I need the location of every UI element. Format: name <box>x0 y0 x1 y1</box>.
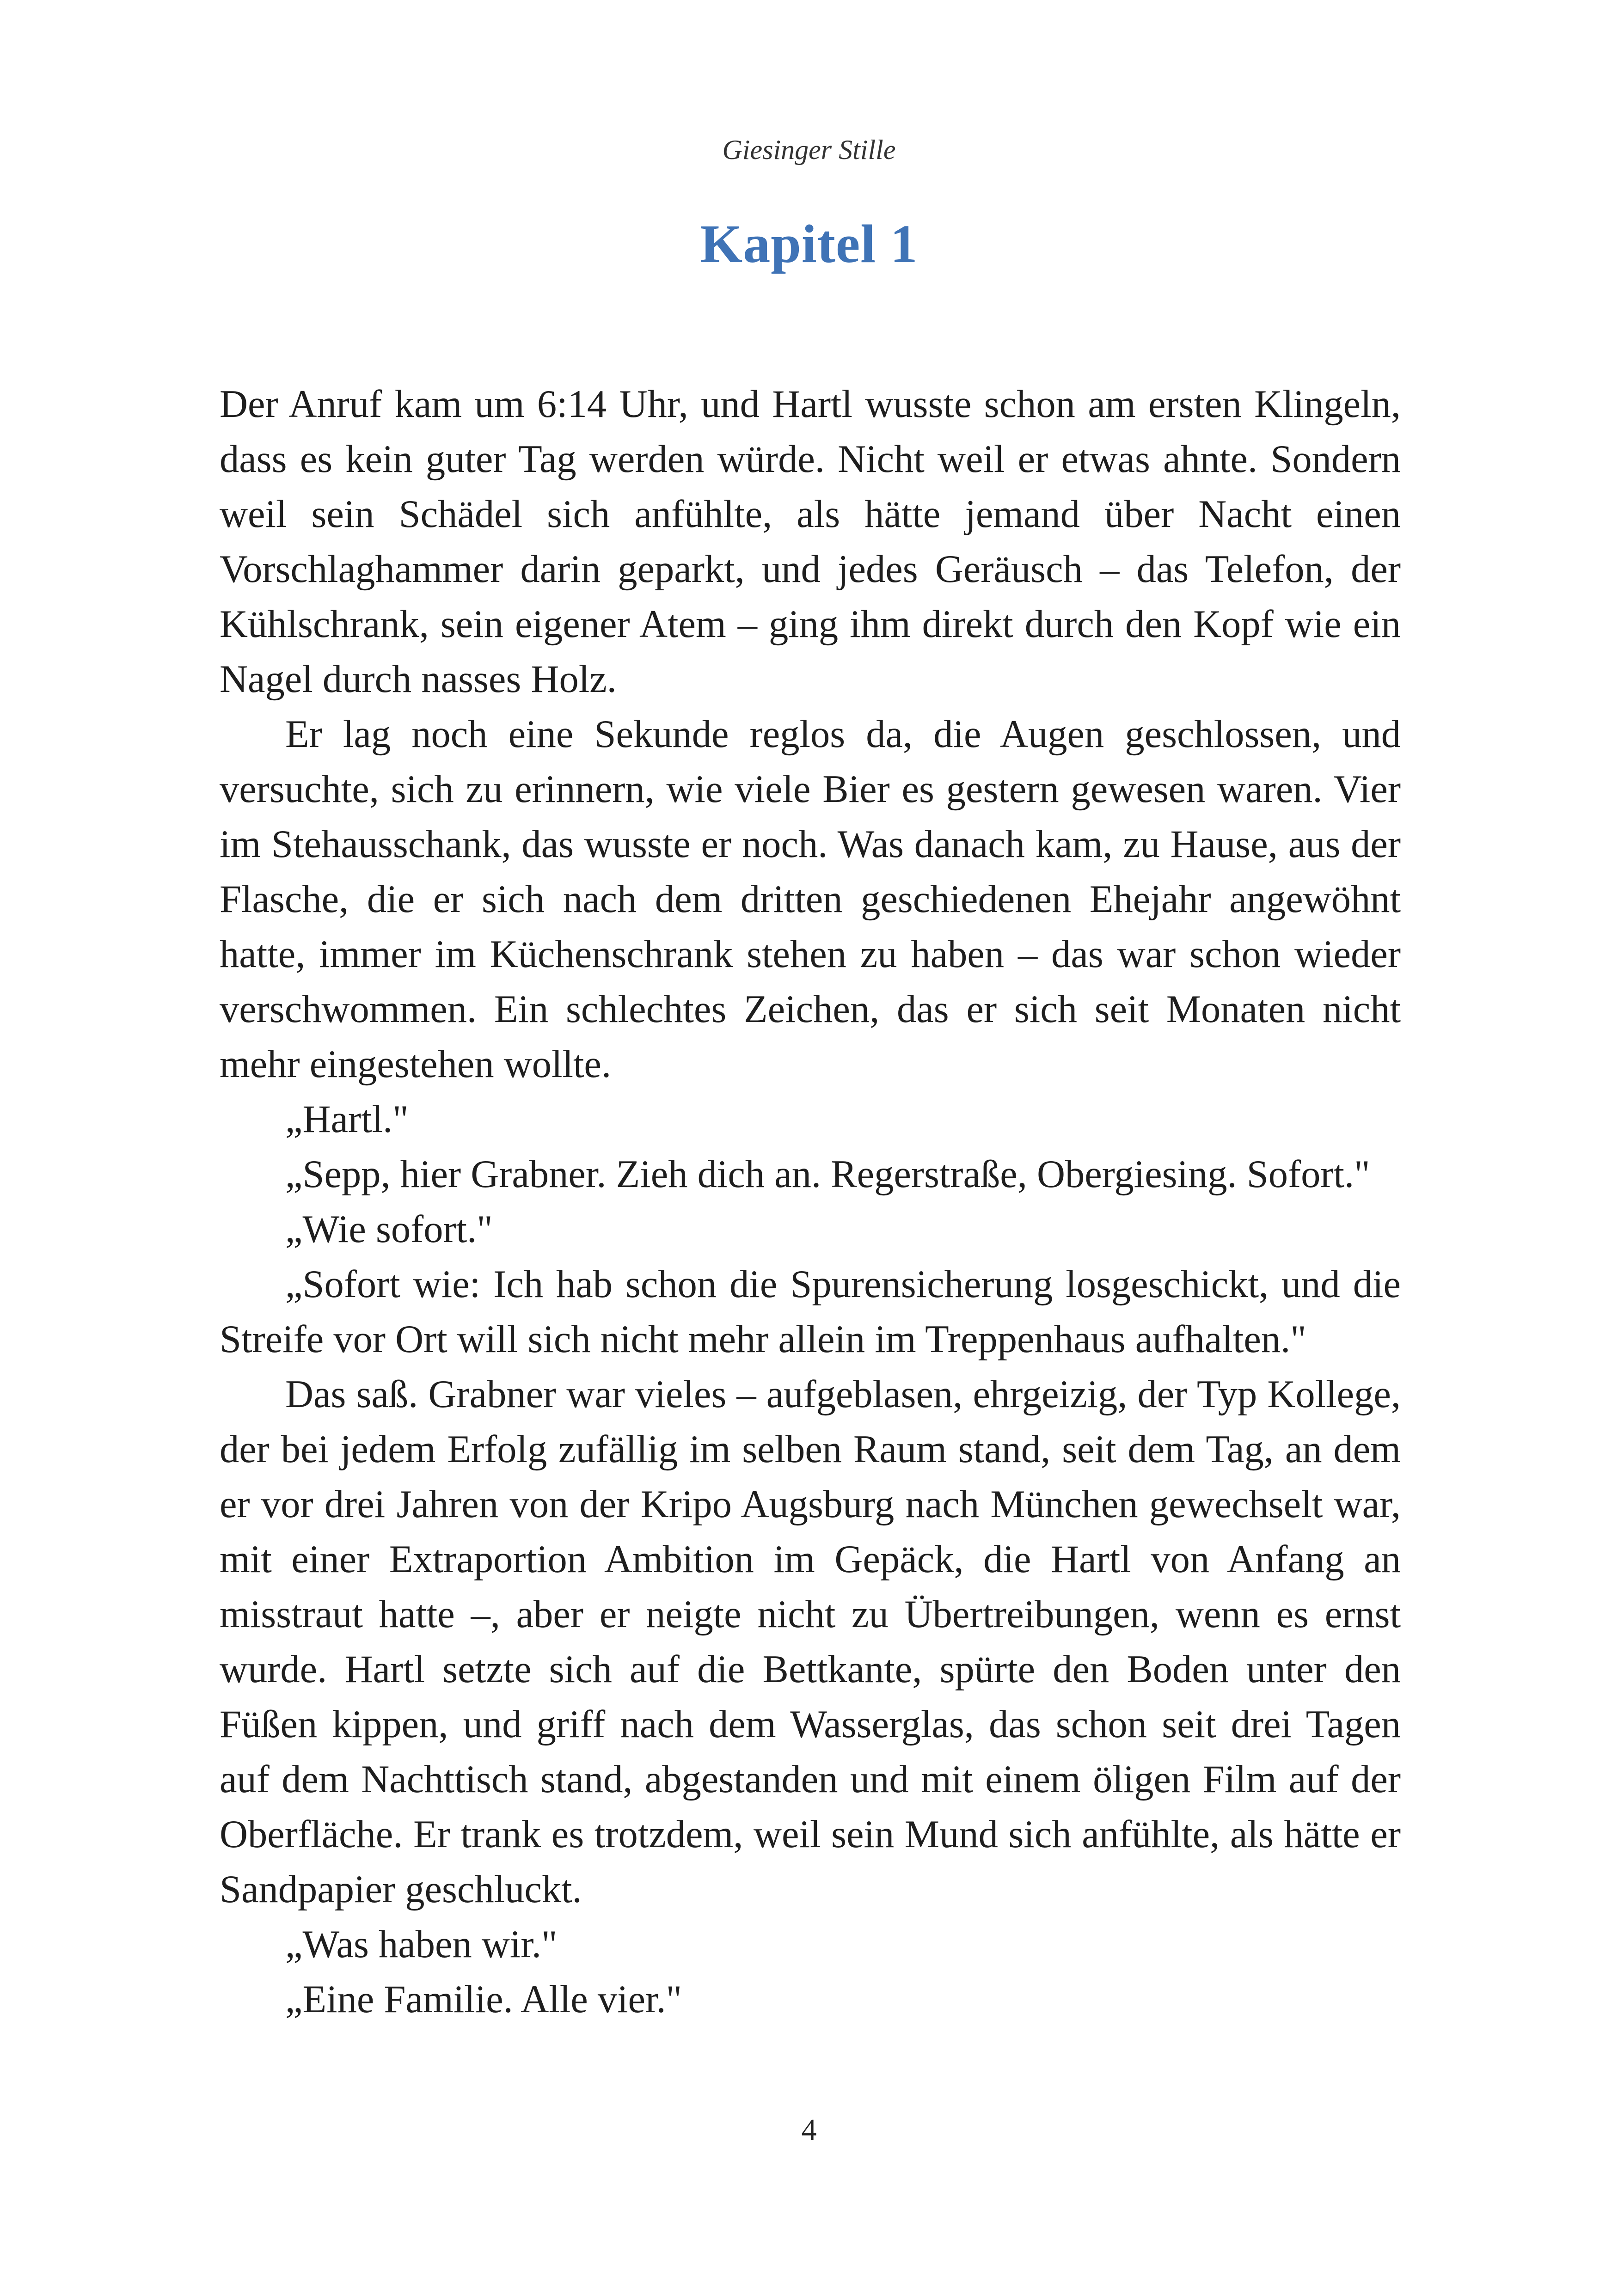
page-number: 4 <box>801 2113 817 2147</box>
dialogue-line: „Wie sofort." <box>285 1208 493 1251</box>
dialogue-line: „Sepp, hier Grabner. Zieh dich an. Regerstraße, Obergiesing. Sofort." <box>285 1153 1370 1196</box>
body-text <box>220 377 1401 2027</box>
dialogue-line: „Eine Familie. Alle vier." <box>285 1978 682 2021</box>
dialogue-line: „Was haben wir." <box>285 1923 558 1966</box>
dialogue-line: „Hartl." <box>285 1098 409 1141</box>
running-header: Giesinger Stille <box>722 135 896 165</box>
paragraph: Er lag noch eine Sekunde reglos da, die Augen geschlossen, und versuchte, sich zu erinnern, wie viele Bier es gestern gewesen waren. Vier im Stehausschank, das wusste er noch. Was danach kam, zu Hause, aus der Flasche, die er sich nach dem dritten geschiedenen Ehejahr angewöhnt hatte, immer im Küchenschrank stehen zu haben – das war schon wieder verschwommen. Ein schlechtes Zeichen, das er sich seit Monaten nicht mehr eingestehen wollte. <box>220 713 1401 1086</box>
paragraph: Der Anruf kam um 6:14 Uhr, und Hartl wusste schon am ersten Klingeln, dass es kein guter Tag werden würde. Nicht weil er etwas ahnte. Sondern weil sein Schädel sich anfühlte, als hätte jemand über Nacht einen Vorschlaghammer darin geparkt, und jedes Geräusch – das Telefon, der Kühlschrank, sein eigener Atem – ging ihm direkt durch den Kopf wie ein Nagel durch nasses Holz. <box>220 383 1401 701</box>
dialogue-line: „Sofort wie: Ich hab schon die Spurensicherung losgeschickt, und die Streife vor Ort will sich nicht mehr allein im Treppenhaus aufhalten." <box>220 1263 1401 1361</box>
chapter-title: Kapitel 1 <box>700 214 918 274</box>
paragraph: Das saß. Grabner war vieles – aufgeblasen, ehrgeizig, der Typ Kollege, der bei jedem Erfolg zufällig im selben Raum stand, seit dem Tag, an dem er vor drei Jahren von der Kripo Augsburg nach München gewechselt war, mit einer Extraportion Ambition im Gepäck, die Hartl von Anfang an misstraut hatte –, aber er neigte nicht zu Übertreibungen, wenn es ernst wurde. Hartl setzte sich auf die Bettkante, spürte den Boden unter den Füßen kippen, und griff nach dem Wasserglas, das schon seit drei Tagen auf dem Nachttisch stand, abgestanden und mit einem öligen Film auf der Oberfläche. Er trank es trotzdem, weil sein Mund sich anfühlte, als hätte er Sandpapier geschluckt. <box>220 1373 1401 1911</box>
